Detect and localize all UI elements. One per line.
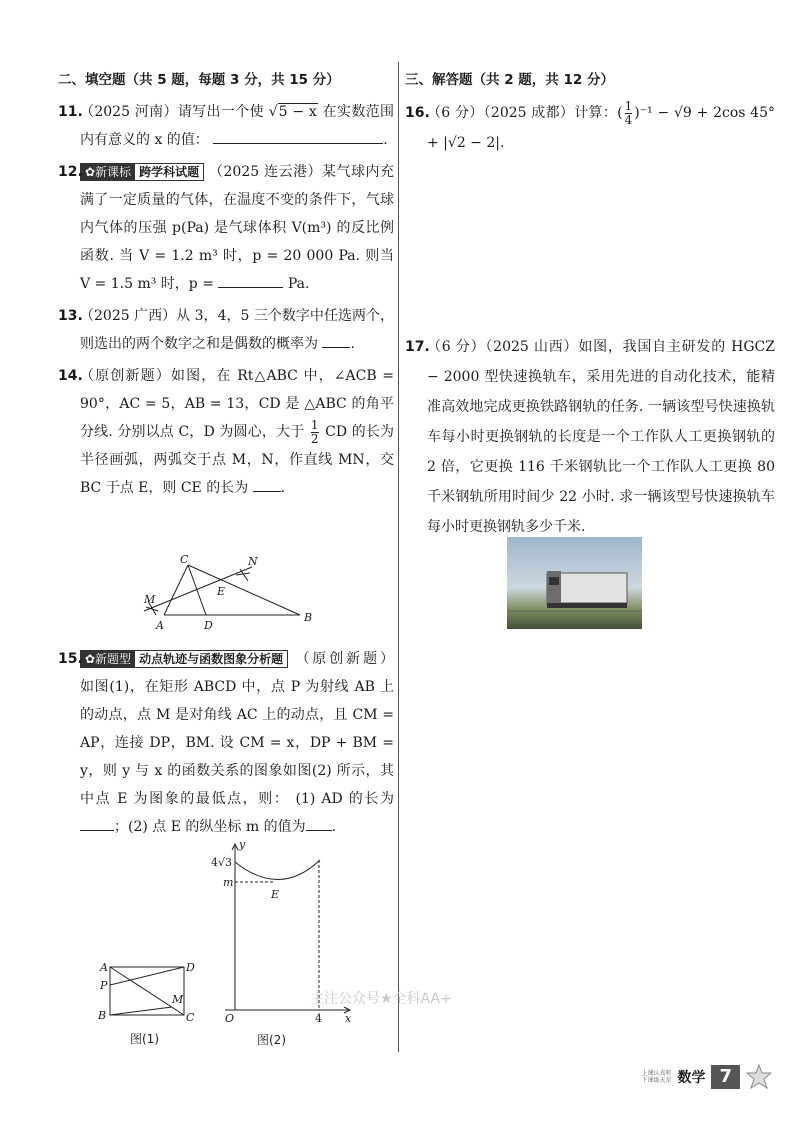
question-number: 11. bbox=[58, 104, 83, 120]
label-4-root-3: 4√3 bbox=[211, 856, 233, 869]
period: . bbox=[350, 336, 355, 352]
page-number: 7 bbox=[711, 1065, 740, 1089]
segment-dp bbox=[110, 967, 184, 985]
column-divider bbox=[398, 62, 399, 1052]
left-column bbox=[58, 62, 394, 506]
label-m: M bbox=[144, 593, 156, 606]
right-column bbox=[405, 62, 775, 546]
question-16: 16. （6 分）（2025 成都）计算：( $\frac{1}{4}$ )⁻¹ − √9 + 2cos 45° + |√2 − 2|. bbox=[405, 98, 776, 151]
page-footer bbox=[641, 1064, 772, 1090]
segment-ac bbox=[164, 565, 188, 615]
figure-1-caption: 图(1) bbox=[130, 1032, 159, 1046]
tag-label: ✿新课标 bbox=[81, 164, 135, 180]
question-15 bbox=[58, 645, 394, 841]
period: . bbox=[383, 132, 388, 148]
tag-label: ✿新题型 bbox=[81, 651, 135, 667]
label-y: y bbox=[239, 838, 246, 851]
label-c: C bbox=[180, 555, 189, 566]
question-number: 17. bbox=[405, 339, 430, 355]
q14-triangle-figure bbox=[130, 555, 320, 635]
period: . bbox=[331, 819, 337, 835]
answer-space-16 bbox=[405, 162, 775, 332]
diagonal-ac bbox=[110, 967, 184, 1015]
question-text: (1) AD 的长为 bbox=[295, 791, 395, 807]
answer-blank-ad[interactable] bbox=[80, 814, 114, 831]
label-a: A bbox=[156, 619, 164, 632]
label-origin: O bbox=[225, 1012, 235, 1025]
tag-type: 跨学科试题 bbox=[139, 165, 200, 179]
math-expression: ⁻¹ − √9 + 2cos 45° + |√2 − 2|. bbox=[427, 105, 776, 151]
slogan-line-1: 上课认真听 bbox=[641, 1070, 672, 1077]
left-column-lower bbox=[58, 645, 394, 845]
question-text: （6 分）（2025 山西）如图，我国自主研发的 HGCZ − 2000 型快速换轨车，采用先进的自动化技术，能精准高效地完成更换铁路钢轨的任务. 一辆该型号快速换轨车每小时更换钢轨的长度是一个工作队人工更换钢轨的 2 倍，它更换 116 千米钢轨比一个工作队人工更换 80 千米钢轨所用时间少 22 小时. 求一辆该型号快速换轨车每小时更换钢轨多少千米. bbox=[427, 339, 775, 535]
train-window bbox=[549, 577, 559, 585]
q15-figure-1-rectangle bbox=[92, 955, 202, 1050]
question-number: 13. bbox=[58, 308, 83, 324]
tag-type: 动点轨迹与函数图象分析题 bbox=[139, 652, 284, 666]
train-photo bbox=[507, 537, 642, 629]
question-number: 16. bbox=[405, 105, 430, 121]
watermark: 主注公众号★全科AA+ bbox=[310, 991, 452, 1007]
answer-blank[interactable] bbox=[218, 271, 283, 288]
label-d: D bbox=[186, 961, 195, 974]
question-text: （2025 河南）请写出一个使 bbox=[80, 104, 264, 120]
label-b: B bbox=[304, 611, 313, 624]
answer-blank[interactable] bbox=[322, 331, 350, 348]
question-text: （原创新题）如图，在 Rt△ABC 中，∠ACB = 90°，AC = 5，AB = 13，CD 是 △ABC 的角平分线. 分别以点 C，D 为圆心，大于 bbox=[80, 368, 394, 440]
label-n: N bbox=[248, 555, 258, 568]
train-undercarriage bbox=[547, 603, 627, 608]
question-source: （原创新题） bbox=[295, 651, 395, 667]
denominator: 2 bbox=[310, 431, 319, 446]
period: . bbox=[280, 480, 286, 496]
fraction-one-quarter bbox=[625, 100, 633, 127]
section-title-fill-in: 二、填空题（共 5 题，每题 3 分，共 15 分） bbox=[58, 72, 340, 88]
question-14 bbox=[58, 362, 394, 502]
label-p: P bbox=[100, 979, 108, 992]
question-17 bbox=[405, 332, 775, 542]
denominator: 4 bbox=[624, 112, 633, 127]
radical-expression: 5 − x bbox=[278, 104, 317, 120]
question-11: 11. （2025 河南）请写出一个使 √5 − x 在实数范围内有意义的 x 的值： . bbox=[58, 98, 394, 154]
label-a: A bbox=[100, 961, 108, 974]
label-e: E bbox=[271, 888, 280, 901]
numerator: 1 bbox=[624, 98, 633, 113]
fraction-one-half bbox=[311, 419, 319, 446]
answer-blank[interactable] bbox=[213, 127, 383, 144]
segment-cb bbox=[188, 565, 300, 615]
train-cab bbox=[547, 571, 561, 603]
function-curve bbox=[235, 860, 320, 880]
subject-label: 数学 bbox=[677, 1070, 706, 1086]
unit-text: Pa. bbox=[287, 276, 310, 292]
question-text: （2025 连云港）某气球内充满了一定质量的气体，在温度不变的条件下，气球内气体的压强 p(Pa) 是气球体积 V(m³) 的反比例函数. 当 V = 1.2 m³ 时，p = 20 000 Pa. 则当 V = 1.5 m³ 时，p = bbox=[80, 164, 394, 292]
slogan-line-2: 下课练天星 bbox=[641, 1077, 672, 1084]
question-text: ；(2) 点 E 的纵坐标 m 的值为 bbox=[114, 819, 306, 835]
label-m: m bbox=[223, 876, 234, 889]
segment-cd bbox=[188, 565, 206, 615]
q15-figure-2-graph bbox=[205, 838, 365, 1050]
question-text: 在实数范围内有意义的 x 的值： bbox=[80, 104, 395, 148]
question-text: CD 的长为半径画弧，两弧交于点 M，N，作直线 MN，交 BC 于点 E，则 CE 的长为 bbox=[80, 424, 394, 496]
label-c: C bbox=[186, 1011, 195, 1024]
figure-2-caption: 图(2) bbox=[257, 1033, 286, 1047]
label-four: 4 bbox=[315, 1012, 322, 1025]
label-d: D bbox=[204, 619, 213, 632]
question-number: 12. bbox=[58, 164, 83, 180]
question-number: 14. bbox=[58, 368, 83, 384]
mascot-icon bbox=[746, 1064, 772, 1090]
question-text: （2025 广西）从 3，4，5 三个数字中任选两个，则选出的两个数字之和是偶数的概率为 bbox=[80, 308, 394, 352]
label-x: x bbox=[345, 1012, 352, 1025]
segment-bm bbox=[110, 1007, 172, 1015]
tag-badge bbox=[80, 650, 288, 668]
question-13 bbox=[58, 302, 394, 358]
question-text: （6 分）（2025 成都）计算： bbox=[427, 105, 618, 121]
tag-badge bbox=[80, 163, 204, 181]
numerator: 1 bbox=[310, 417, 319, 432]
label-m: M bbox=[172, 993, 184, 1006]
train-illustration bbox=[507, 537, 642, 629]
label-e: E bbox=[217, 585, 226, 598]
line-mn bbox=[144, 567, 252, 611]
answer-blank-m[interactable] bbox=[306, 814, 332, 831]
question-12 bbox=[58, 158, 394, 298]
answer-blank[interactable] bbox=[253, 475, 281, 492]
label-b: B bbox=[98, 1009, 107, 1022]
footer-slogan bbox=[641, 1070, 671, 1084]
section-title-solutions: 三、解答题（共 2 题，共 12 分） bbox=[405, 72, 614, 88]
question-number: 15. bbox=[58, 651, 83, 667]
question-text: 如图(1)，在矩形 ABCD 中，点 P 为射线 AB 上的动点，点 M 是对角线 AC 上的动点，且 CM = AP，连接 DP，BM. 设 CM = x，DP + BM = y，则 y 与 x 的函数关系的图象如图(2) 所示，其中点 E 为图象的最低点，则： bbox=[80, 679, 394, 807]
